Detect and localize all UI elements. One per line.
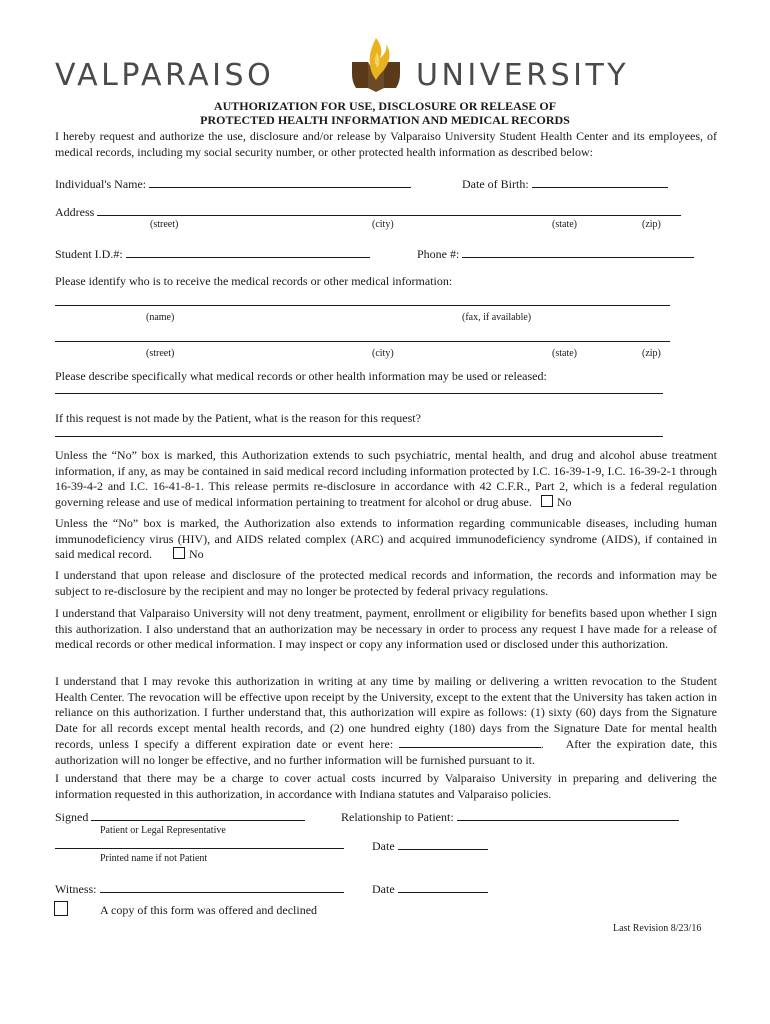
address-city-hint: (city) bbox=[372, 219, 394, 230]
relationship-label: Relationship to Patient: bbox=[341, 810, 454, 824]
individual-name-field[interactable] bbox=[55, 176, 411, 191]
address-label: Address bbox=[55, 205, 95, 219]
logo-text-right: UNIVERSITY bbox=[416, 58, 630, 93]
recipient-fax-hint: (fax, if available) bbox=[462, 312, 532, 323]
copy-declined-label: A copy of this form was offered and declined bbox=[100, 903, 318, 917]
date-label-2: Date bbox=[372, 882, 395, 896]
reason-prompt: If this request is not made by the Patient, what is the reason for this request? bbox=[55, 411, 421, 425]
psychiatric-no-label: No bbox=[556, 494, 572, 509]
relationship-blank[interactable] bbox=[457, 809, 679, 821]
phone-field[interactable] bbox=[417, 246, 694, 261]
date-blank-2[interactable] bbox=[398, 881, 488, 893]
form-title-line-2: PROTECTED HEALTH INFORMATION AND MEDICAL RECORDS bbox=[200, 113, 570, 127]
student-id-field[interactable] bbox=[55, 246, 370, 261]
date-blank-1[interactable] bbox=[398, 838, 488, 850]
recipient-address-line[interactable] bbox=[55, 341, 670, 342]
torch-emblem-icon bbox=[348, 36, 404, 94]
communicable-no-option[interactable] bbox=[173, 547, 204, 561]
treatment-paragraph: I understand that Valparaiso University will not deny treatment, payment, enrollment or eligibility for benefits based upon whether I sign this authorization. I also understand that an authorization may be necessary in order to process any request I have made for a release of medical records or other medical information. I may inspect or copy any information used or disclosed under this authorization. bbox=[55, 606, 717, 652]
date-label-1: Date bbox=[372, 839, 395, 853]
signature-blank[interactable] bbox=[91, 809, 305, 821]
phone-label: Phone #: bbox=[417, 247, 460, 261]
recipient-prompt: Please identify who is to receive the medical records or other medical information: bbox=[55, 274, 453, 288]
individual-name-blank[interactable] bbox=[149, 176, 411, 188]
witness-label: Witness: bbox=[55, 882, 97, 896]
recipient-street-hint: (street) bbox=[146, 348, 175, 359]
communicable-disease-text: Unless the “No” box is marked, the Authorization also extends to information regarding communicable diseases, including human immunodeficiency virus (HIV), and AIDS related complex (ARC) and acquired immunodeficiency syndrome (AIDS), if contained in said medical record. bbox=[55, 516, 717, 562]
last-revision: Last Revision 8/23/16 bbox=[613, 923, 702, 934]
recipient-zip-hint: (zip) bbox=[642, 348, 661, 359]
logo-text-left: VALPARAISO bbox=[55, 58, 275, 93]
witness-field[interactable] bbox=[55, 881, 344, 896]
psychiatric-no-checkbox[interactable] bbox=[541, 495, 553, 507]
address-blank[interactable] bbox=[97, 204, 681, 216]
date-of-birth-blank[interactable] bbox=[532, 176, 668, 188]
patient-representative-hint: Patient or Legal Representative bbox=[100, 825, 226, 836]
expiration-event-blank[interactable] bbox=[399, 736, 541, 748]
address-field[interactable] bbox=[55, 204, 681, 219]
expiration-text: After the expiration date, this authorization will no longer be effective, and no further information will be furnished pursuant to it. bbox=[55, 737, 718, 767]
intro-paragraph: I hereby request and authorize the use, disclosure and/or release by Valparaiso University Student Health Center and its employees, of medical records, including my social security number, or other protected health information as described below: bbox=[55, 129, 717, 159]
form-title-line-1: AUTHORIZATION FOR USE, DISCLOSURE OR RELEASE OF bbox=[213, 99, 557, 113]
address-zip-hint: (zip) bbox=[642, 219, 661, 230]
psychiatric-no-option[interactable] bbox=[541, 495, 572, 509]
recipient-state-hint: (state) bbox=[552, 348, 577, 359]
witness-blank[interactable] bbox=[100, 881, 344, 893]
describe-line[interactable] bbox=[55, 393, 663, 394]
communicable-no-label: No bbox=[188, 547, 204, 562]
revocation-text: I understand that I may revoke this authorization in writing at any time by mailing or delivering a written revocation to the Student Health Center. The revocation will be effective upon receipt by the University, except to the extent that the University has taken action in reliance on this authorization. I further understand that, this authorization will expire as follows: (1) sixty (60) days from the Signature Date for all records except mental health records, and (2) one hundred eighty (180) days from the Signature Date for mental health records, unless I specify a different expiration date or event here: bbox=[55, 674, 717, 752]
revocation-paragraph: I understand that I may revoke this authorization in writing at any time by mailing or delivering a written revocation to the Student Health Center. The revocation will be effective upon receipt by the University, except to the extent that the University has taken action in reliance on this authorization. I further understand that, this authorization will expire as follows: (1) sixty (60) days from the Signature Date for all records except mental health records, and (2) one hundred eighty (180) days from the Signature Date for mental health records, unless I specify a different expiration date or event here: . After the expiration date, this authorization will no longer be effective, and no further information will be furnished pursuant to it. bbox=[55, 674, 718, 767]
describe-prompt: Please describe specifically what medical records or other health information may be used or released: bbox=[55, 369, 547, 383]
address-state-hint: (state) bbox=[552, 219, 577, 230]
date-of-birth-field[interactable] bbox=[462, 176, 668, 191]
charges-paragraph: I understand that there may be a charge to cover actual costs incurred by Valparaiso University in preparing and delivering the information requested in this authorization, in accordance with Indiana statutes and Valparaiso policies. bbox=[55, 771, 717, 801]
address-street-hint: (street) bbox=[150, 219, 179, 230]
psychiatric-disclosure-text: Unless the “No” box is marked, this Authorization extends to such psychiatric, mental health, and drug and alcohol abuse treatment information, if any, as may be contained in said medical record including information protected by I.C. 16-39-1-9, I.C. 16-39-2-1 through 16-39-4-2 and I.C. 16-41-8-1. This release permits re-disclosure in accordance with 42 C.F.R., Part 2, which is a federal regulation governing release and use of medical information pertaining to treatment for alcohol or drug abuse. bbox=[55, 448, 717, 509]
date-field-2[interactable] bbox=[372, 881, 488, 896]
date-field-1[interactable] bbox=[372, 838, 488, 853]
printed-name-line[interactable] bbox=[55, 848, 344, 849]
recipient-name-hint: (name) bbox=[146, 312, 175, 323]
copy-declined-checkbox[interactable] bbox=[54, 901, 68, 916]
reason-line[interactable] bbox=[55, 436, 663, 437]
printed-name-hint: Printed name if not Patient bbox=[100, 853, 208, 864]
redisclosure-paragraph: I understand that upon release and disclosure of the protected medical records and information, the records and information may be subject to re-disclosure by the recipient and may no longer be protected by federal privacy regulations. bbox=[55, 568, 717, 598]
communicable-no-checkbox[interactable] bbox=[173, 547, 185, 559]
relationship-field[interactable] bbox=[341, 809, 679, 824]
student-id-label: Student I.D.#: bbox=[55, 247, 123, 261]
recipient-city-hint: (city) bbox=[372, 348, 394, 359]
communicable-disease-paragraph bbox=[55, 516, 717, 563]
phone-blank[interactable] bbox=[462, 246, 694, 258]
recipient-name-line[interactable] bbox=[55, 305, 670, 306]
individual-name-label: Individual's Name: bbox=[55, 177, 147, 191]
signed-label: Signed bbox=[55, 810, 89, 824]
date-of-birth-label: Date of Birth: bbox=[462, 177, 529, 191]
student-id-blank[interactable] bbox=[126, 246, 370, 258]
psychiatric-disclosure-paragraph bbox=[55, 448, 717, 510]
signed-field[interactable] bbox=[55, 809, 305, 824]
